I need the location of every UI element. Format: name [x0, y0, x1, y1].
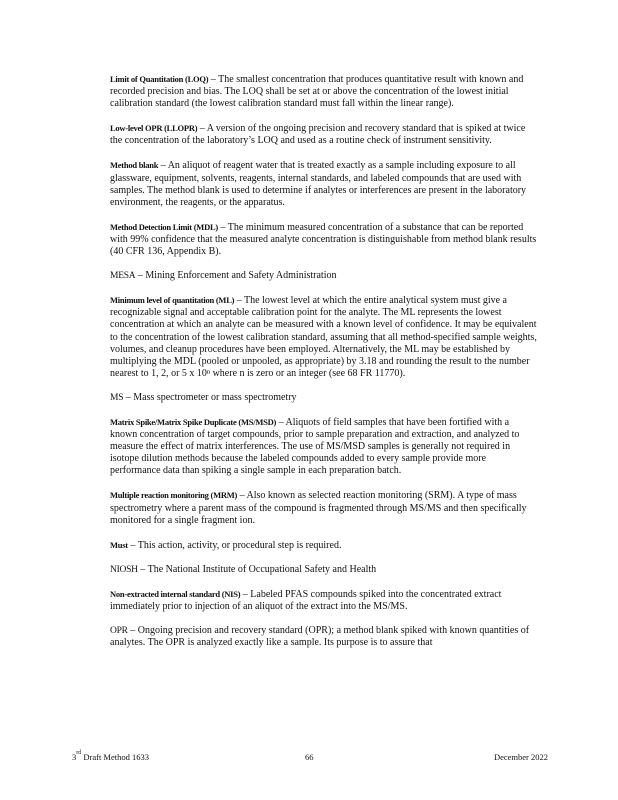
footer-document-title [72, 752, 149, 762]
definition-text: – The minimum measured concentration of a substance that can be reported with 99% confidence that the measured analyte concentration is distinguishable from method blank results (40 CFR 136, Appendix B). [110, 221, 537, 258]
definition-mesa [110, 270, 538, 282]
definition-nis [110, 588, 538, 613]
definition-ms [110, 392, 538, 404]
definition-text: – A version of the ongoing precision and recovery standard that is spiked at twice the concentration of the laboratory’s LOQ and used as a routine check of instrument sensitivity. [110, 123, 526, 147]
term-nis: Non-extracted internal standard (NIS) [110, 588, 241, 599]
definition-mdl [110, 221, 538, 258]
term-mrm: Multiple reaction monitoring (MRM) [110, 490, 238, 501]
definition-llopr [110, 122, 538, 147]
term-ms: MS [110, 392, 124, 403]
term-ms-msd: Matrix Spike/Matrix Spike Duplicate (MS/MSD) [110, 416, 277, 427]
definition-must [110, 539, 538, 552]
definition-text: – Also known as selected reaction monitoring (SRM). A type of mass spectrometry where a parent mass of the compound is fragmented through MS/MS and then specifically monitored for a single fragment ion. [110, 490, 527, 526]
term-must: Must [110, 539, 128, 550]
definition-ms-msd [110, 416, 538, 477]
term-opr: OPR [110, 626, 128, 637]
page-number: 66 [305, 752, 314, 762]
definition-text: – Labeled PFAS compounds spiked into the concentrated extract immediately prior to injection of an aliquot of the extract into the MS/MS. [110, 588, 502, 612]
footer-ordinal: 3 [72, 752, 77, 762]
footer-ordinal-suffix: rd [76, 750, 82, 756]
definition-text: – Mass spectrometer or mass spectrometry [123, 391, 297, 403]
definition-text: – Mining Enforcement and Safety Administration [135, 270, 337, 282]
definition-text: – This action, activity, or procedural step is required. [127, 539, 342, 551]
definition-text: – The smallest concentration that produces quantitative result with known and recorded precision and bias. The LOQ shall be set at or above the concentration of the lowest initial calibration standard (the lowest calibration standard must fall within the linear range). [110, 74, 524, 110]
definition-method-blank [110, 159, 538, 208]
term-loq: Limit of Quantitation (LOQ) [110, 74, 209, 84]
definition-loq [110, 73, 538, 110]
definition-text: – The lowest level at which the entire analytical system must give a recognizable signal and acceptable calibration point for the analyte. The ML represents the lowest concentration at which an analyte can be measured with a known level of confidence. It may be equivalent to the concentration of the lowest calibration standard, assuming that all method-specified sample weights, volumes, and cleanup procedures have been employed. Alternatively, the ML may be established by multiplying the MDL (pooled or unpooled, as appropriate) by 3.18 and rounding the result to the number nearest to 1, 2, or 5 x 10ⁿ where n is zero or an integer (see 68 FR 11770). [110, 295, 537, 379]
definition-niosh [110, 564, 538, 576]
definitions-list [110, 73, 538, 661]
term-niosh: NIOSH [110, 564, 138, 575]
definition-text: – The National Institute of Occupational Safety and Health [137, 563, 377, 575]
definition-text: – Ongoing precision and recovery standard (OPR); a method blank spiked with known quantities of analytes. The OPR is analyzed exactly like a sample. Its purpose is to assure that [110, 625, 530, 649]
definition-ml [110, 294, 538, 380]
term-llopr: Low-level OPR (LLOPR) [110, 123, 198, 134]
term-ml: Minimum level of quantitation (ML) [110, 295, 235, 306]
definition-text: – An aliquot of reagent water that is treated exactly as a sample including exposure to all glassware, equipment, solvents, reagents, internal standards, and labeled compounds that are used with samples. The method blank is used to determine if analytes or interferences are present in the laboratory environment, the reagents, or the apparatus. [110, 160, 527, 208]
term-mdl: Method Detection Limit (MDL) [110, 221, 218, 232]
term-method-blank: Method blank [110, 160, 159, 171]
definition-text: – Aliquots of field samples that have been fortified with a known concentration of target compounds, prior to sample preparation and extraction, and analyzed to measure the effect of matrix interferences. The use of MS/MSD samples is generally not required in isotope dilution methods because the labeled compounds added to every sample provide more performance data than spiking a single sample in each preparation batch. [110, 416, 520, 477]
definition-opr [110, 625, 538, 649]
footer-date: December 2022 [493, 752, 548, 762]
definition-mrm [110, 489, 538, 526]
term-mesa: MESA [110, 271, 136, 282]
footer-title-text: Draft Method 1633 [81, 752, 150, 762]
